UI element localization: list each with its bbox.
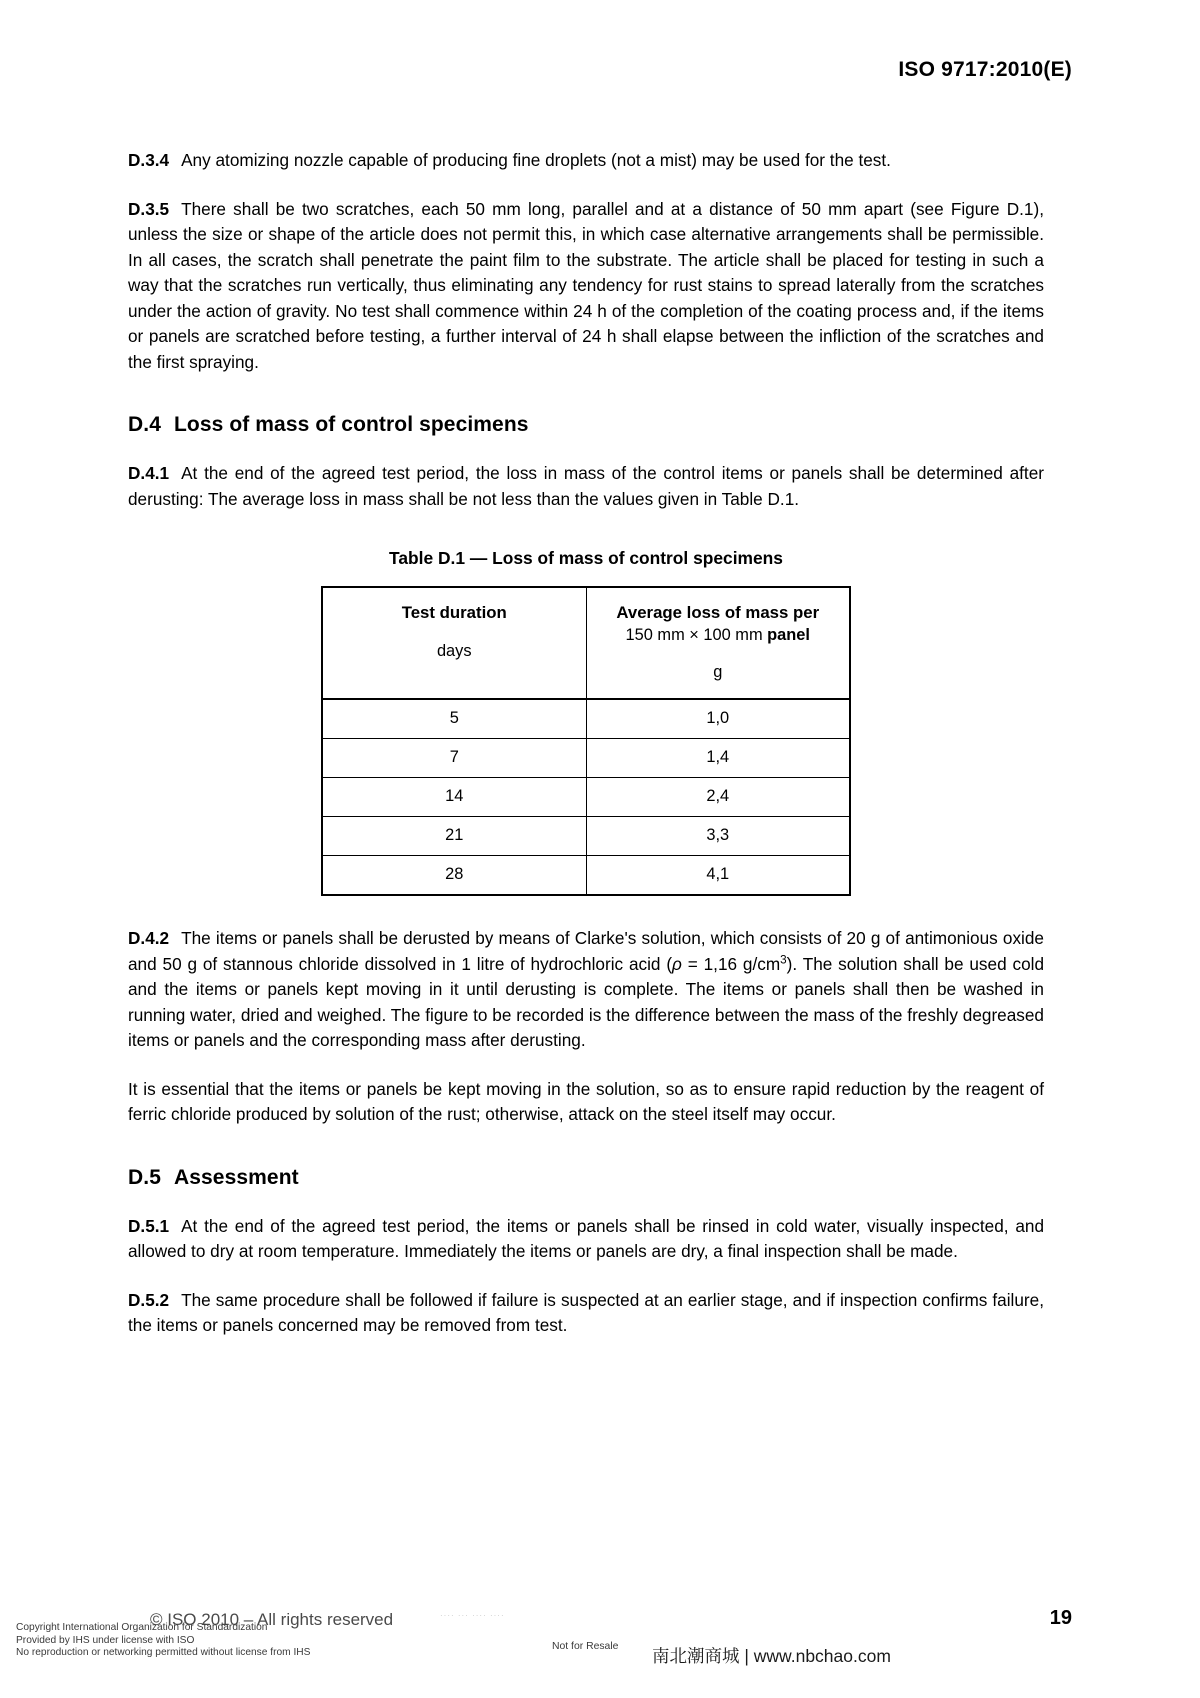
table-row (322, 699, 850, 739)
clause-text-d42-part2: = 1,16 g/cm (681, 953, 781, 974)
clause-text-d34: Any atomizing nozzle capable of producing fine droplets (not a mist) may be used for the test. (181, 150, 891, 170)
clause-number-d42: D.4.2 (128, 928, 170, 948)
table-header-test-duration-label: Test duration (401, 603, 507, 622)
table-d1-head (322, 587, 850, 699)
section-heading-d4 (128, 413, 1044, 437)
ihs-license-line-2: Provided by IHS under license with ISO (16, 1634, 195, 1646)
clause-number-d52: D.5.2 (128, 1289, 170, 1310)
document-header-standard-id: ISO 9717:2010(E) (898, 58, 1072, 81)
section-heading-d5 (128, 1166, 1044, 1190)
ihs-license-line-1: Copyright International Organization for Standardization (16, 1622, 268, 1634)
ihs-license-notice (16, 1622, 310, 1660)
paragraph-d51 (128, 1214, 1044, 1265)
clause-text-d42-note: It is essential that the items or panels be kept moving in the solution, so as to ensure rapid reduction by the reagent of ferric chloride produced by solution of the rust; otherwise, attack on the steel itself may occur. (128, 1078, 1044, 1124)
clause-text-d52: The same procedure shall be followed if failure is suspected at an earlier stage, and if inspection confirms failure, the items or panels concerned may be removed from test. (128, 1289, 1044, 1335)
table-row (322, 817, 850, 856)
table-header-test-duration (322, 587, 586, 699)
cell-test-duration: 14 (322, 778, 586, 817)
table-d1-caption: Table D.1 — Loss of mass of control specimens (389, 548, 783, 568)
table-header-panel-word: panel (767, 626, 810, 644)
cell-test-duration: 5 (322, 699, 586, 739)
table-header-average-loss (586, 587, 850, 699)
cell-average-loss: 2,4 (586, 778, 850, 817)
section-title-d4: Loss of mass of control specimens (173, 413, 529, 436)
cell-test-duration: 7 (322, 739, 586, 778)
cell-average-loss: 1,4 (586, 739, 850, 778)
rho-symbol: ρ (672, 953, 682, 974)
table-d1-body (322, 699, 850, 895)
table-header-test-duration-unit: days (436, 642, 472, 660)
section-number-d4: D.4 (128, 413, 161, 436)
document-body (128, 148, 1044, 1362)
table-row (322, 739, 850, 778)
iso-copyright-notice: © ISO 2010 – All rights reserved (150, 1610, 394, 1629)
table-header-average-loss-label: Average loss of mass per (616, 603, 820, 622)
ihs-license-line-3: No reproduction or networking permitted without license from IHS (16, 1647, 311, 1659)
page-number: 19 (1049, 1607, 1072, 1629)
table-header-row (322, 587, 850, 699)
table-row (322, 856, 850, 896)
clause-number-d41: D.4.1 (128, 463, 170, 483)
cell-average-loss: 3,3 (586, 817, 850, 856)
paragraph-d42 (128, 926, 1044, 1054)
cubic-superscript: 3 (780, 952, 787, 966)
clause-number-d35: D.3.5 (128, 198, 170, 219)
paragraph-d34 (128, 148, 1044, 174)
nbchao-watermark: 南北潮商城 | www.nbchao.com (652, 1646, 891, 1666)
paragraph-d42-note (128, 1077, 1044, 1128)
cell-average-loss: 4,1 (586, 856, 850, 896)
clause-number-d34: D.3.4 (128, 150, 170, 170)
table-d1 (321, 586, 851, 896)
not-for-resale-notice: Not for Resale (552, 1641, 619, 1652)
clause-text-d41: At the end of the agreed test period, the loss in mass of the control items or panels shall be determined after derusting: The average loss in mass shall be not less than the values given in Table D.1. (128, 463, 1044, 509)
cell-average-loss: 1,0 (586, 699, 850, 739)
table-header-average-loss-unit: g (713, 663, 723, 681)
clause-text-d42-part1: The items or panels shall be derusted by means of Clarke's solution, which consists of 20 g of antimonious oxide and 50 g of stannous chloride dissolved in 1 litre of hydrochloric acid ( (128, 928, 1044, 974)
clause-text-d42-part3: ). The solution shall be used cold and the items or panels kept moving in it until derusting is complete. The items or panels shall then be washed in running water, dried and weighed. The figure to be recorded is the difference between the mass of the freshly degreased items or panels and the corresponding mass after derusting. (128, 953, 1045, 1050)
table-row (322, 778, 850, 817)
scan-artifact-marks: ···· ··· ···· ···· (440, 1611, 505, 1620)
table-d1-container (128, 548, 1044, 896)
section-title-d5: Assessment (173, 1165, 299, 1189)
paragraph-d41 (128, 461, 1044, 512)
table-header-panel-size-dims: 150 mm × 100 mm (625, 626, 768, 644)
section-number-d5: D.5 (128, 1165, 161, 1189)
table-header-panel-size (595, 624, 842, 646)
clause-text-d51: At the end of the agreed test period, the items or panels shall be rinsed in cold water, visually inspected, and allowed to dry at room temperature. Immediately the items or panels are dry, a final inspection shall be made. (128, 1215, 1044, 1261)
cell-test-duration: 21 (322, 817, 586, 856)
cell-test-duration: 28 (322, 856, 586, 896)
clause-text-d35: There shall be two scratches, each 50 mm long, parallel and at a distance of 50 mm apart (see Figure D.1), unless the size or shape of the article does not permit this, in which case alternative arrangements shall be permissible. In all cases, the scratch shall penetrate the paint film to the substrate. The article shall be placed for testing in such a way that the scratches run vertically, thus eliminating any tendency for rust stains to spread laterally from the scratches under the action of gravity. No test shall commence within 24 h of the completion of the coating process and, if the items or panels are scratched before testing, a further interval of 24 h shall elapse between the infliction of the scratches and the first spraying. (128, 198, 1044, 372)
paragraph-d52 (128, 1288, 1044, 1339)
clause-number-d51: D.5.1 (128, 1215, 170, 1236)
paragraph-d35 (128, 197, 1044, 376)
